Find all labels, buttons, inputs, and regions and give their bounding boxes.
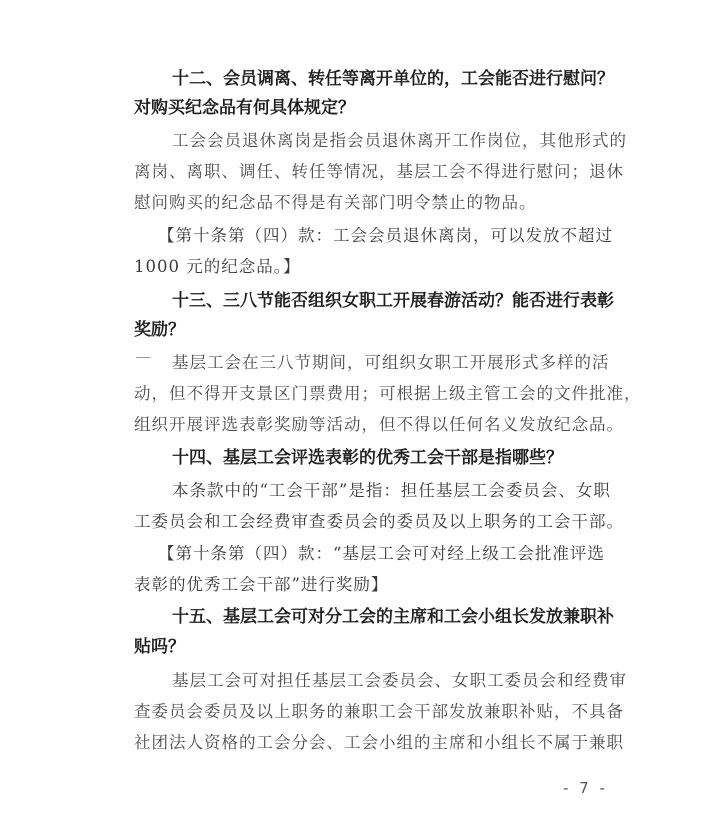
q12-clause-line2: 1000 元的纪念品。】 <box>134 257 301 276</box>
q15-answer-line1: 基层工会可对担任基层工会委员会、女职工委员会和经费审 <box>172 671 627 690</box>
q14-title: 十四、基层工会评选表彰的优秀工会干部是指哪些？ <box>172 448 563 468</box>
q12-answer-line1: 工会会员退休离岗是指会员退休离开工作岗位，其他形式的 <box>172 131 627 150</box>
q14-clause-line2: 表彰的优秀工会干部”进行奖励】 <box>134 575 389 594</box>
q14-answer-line1: 本条款中的“工会干部”是指：担任基层工会委员会、女职 <box>172 481 611 500</box>
q13-answer-line3: 组织开展评选表彰奖励等活动，但不得以任何名义发放纪念品。 <box>134 415 624 434</box>
q14-answer-line2: 工委员会和工会经费审查委员会的委员及以上职务的工会干部。 <box>134 512 624 531</box>
q13-answer-line2: 动，但不得开支景区门票费用；可根据上级主管工会的文件批准， <box>134 384 642 403</box>
q13-title-line1: 十三、三八节能否组织女职工开展春游活动？能否进行表彰 <box>172 291 614 311</box>
q13-answer-line1: 基层工会在三八节期间，可组织女职工开展形式多样的活 <box>172 353 610 372</box>
q15-answer-line2: 查委员会委员及以上职务的兼职工会干部发放兼职补贴，不具备 <box>134 702 624 721</box>
q12-answer-line2: 离岗、离职、调任、转任等情况，基层工会不得进行慰问；退休 <box>134 162 624 181</box>
q12-title-line2: 对购买纪念品有何具体规定？ <box>134 98 355 118</box>
margin-mark <box>136 357 150 358</box>
page-number: - 7 - <box>563 779 608 797</box>
q15-title-line2: 贴吗？ <box>134 637 185 657</box>
q15-title-line1: 十五、基层工会可对分工会的主席和工会小组长发放兼职补 <box>172 607 614 627</box>
q12-title-line1: 十二、会员调离、转任等离开单位的，工会能否进行慰问？ <box>172 69 614 89</box>
q13-title-line2: 奖励？ <box>134 320 185 340</box>
q14-clause-line1: 【第十条第（四）款：“基层工会可对经上级工会批准评选 <box>158 544 605 563</box>
q15-answer-line3: 社团法人资格的工会分会、工会小组的主席和小组长不属于兼职 <box>134 733 624 752</box>
q12-answer-line3: 慰问购买的纪念品不得是有关部门明令禁止的物品。 <box>134 193 537 212</box>
q12-clause-line1: 【第十条第（四）款：工会会员退休离岗，可以发放不超过 <box>158 226 613 245</box>
